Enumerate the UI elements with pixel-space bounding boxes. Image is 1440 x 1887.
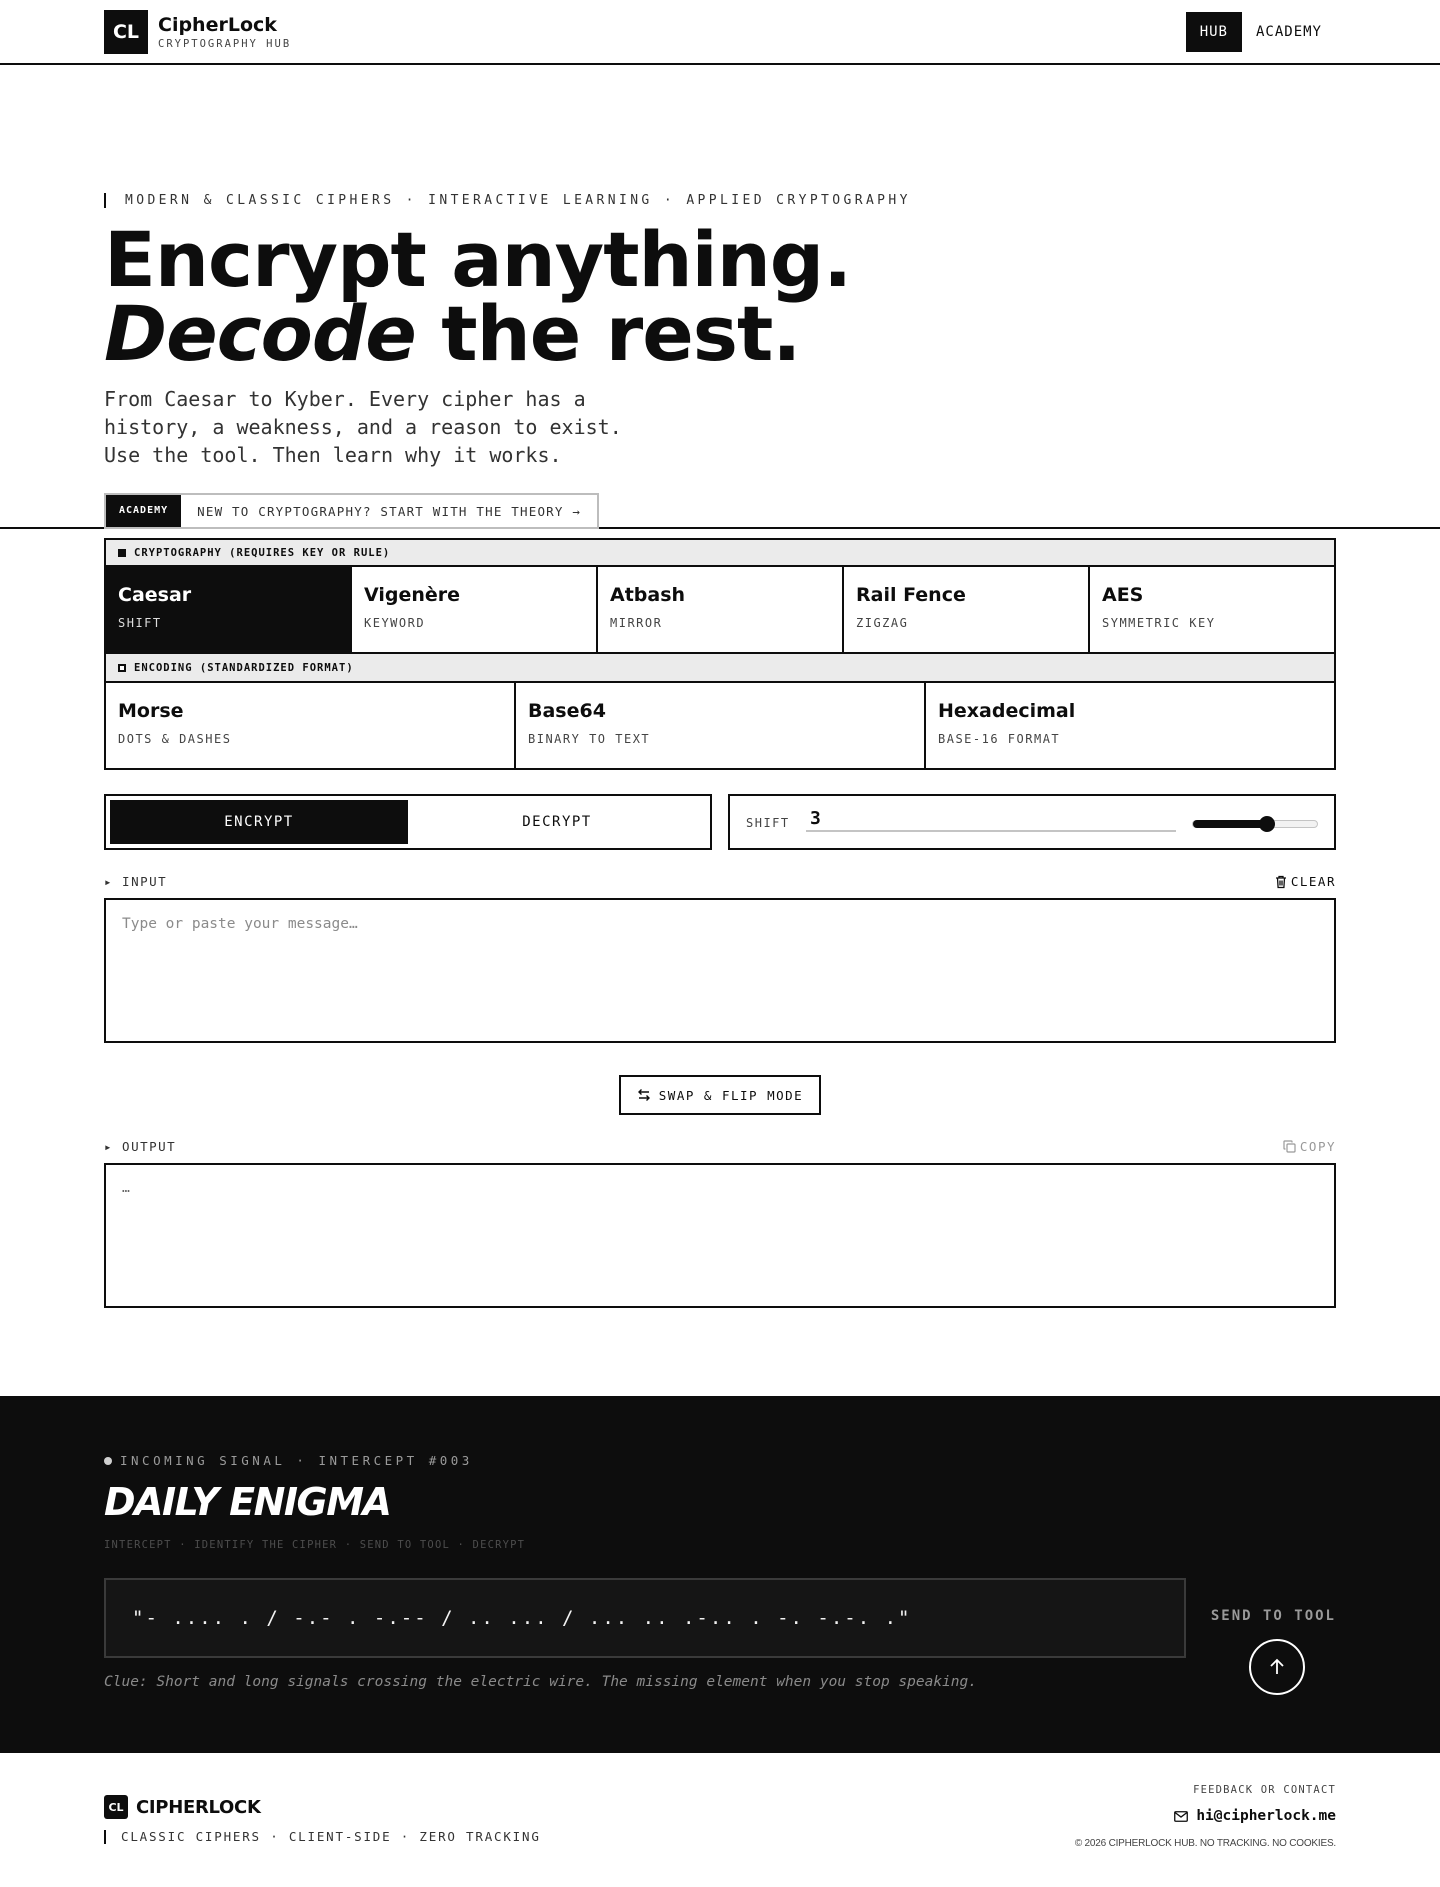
filled-square-icon: [118, 549, 126, 557]
encoding-name: Base64: [528, 700, 606, 722]
cipher-name: Caesar: [118, 584, 192, 606]
crypto-heading-label: CRYPTOGRAPHY (REQUIRES KEY OR RULE): [134, 546, 391, 559]
cipher-sub: ZIGZAG: [856, 616, 909, 630]
hero-eyebrow: MODERN & CLASSIC CIPHERS · INTERACTIVE LEARNING · APPLIED CRYPTOGRAPHY: [104, 193, 911, 208]
encoding-heading: [104, 654, 1336, 683]
enigma-clue: Clue: Short and long signals crossing the electric wire. The missing element when you stop speaking.: [104, 1674, 977, 1690]
hero-section: [0, 65, 1440, 529]
copy-button[interactable]: [1283, 1139, 1336, 1154]
mode-toggle: [104, 794, 712, 850]
encoding-row: [104, 683, 1336, 770]
cipher-rail-fence[interactable]: [844, 567, 1090, 652]
enigma-cipher-text: [104, 1578, 1186, 1658]
shift-slider[interactable]: [1192, 820, 1318, 828]
clear-button[interactable]: [1275, 874, 1336, 889]
input-placeholder: Type or paste your message…: [122, 916, 358, 932]
trash-icon: [1275, 875, 1287, 889]
swap-label: SWAP & FLIP MODE: [658, 1087, 804, 1103]
output-label-row: [104, 1139, 1336, 1155]
nav-academy[interactable]: ACADEMY: [1255, 24, 1322, 40]
decrypt-button[interactable]: DECRYPT: [522, 814, 592, 830]
cipher-name: AES: [1102, 584, 1144, 606]
cipher-aes[interactable]: [1090, 567, 1334, 652]
logo-subtitle: CRYPTOGRAPHY HUB: [158, 38, 292, 50]
nav-hub[interactable]: HUB: [1186, 12, 1242, 52]
hero-title-line2: the rest.: [415, 289, 801, 378]
cipher-text: "- .... . / -.- . -.-- / .. ... / ... .. .-.. . -. -.-. .": [132, 1607, 912, 1629]
encoding-base64[interactable]: [516, 683, 926, 768]
encoding-morse[interactable]: [106, 683, 516, 768]
signal-dot-icon: [104, 1457, 112, 1465]
cipher-vigenere[interactable]: [352, 567, 598, 652]
cipher-sub: SYMMETRIC KEY: [1102, 616, 1216, 630]
encoding-heading-label: ENCODING (STANDARDIZED FORMAT): [134, 661, 354, 674]
send-to-tool-button[interactable]: [1249, 1639, 1305, 1695]
input-label: ▸ INPUT: [104, 874, 168, 889]
cta-text: NEW TO CRYPTOGRAPHY? START WITH THE THEORY →: [197, 503, 582, 519]
cipher-sub: SHIFT: [118, 616, 162, 630]
email-text: hi@cipherlock.me: [1196, 1808, 1336, 1824]
slider-fill: [1193, 820, 1267, 828]
hero-title-emphasis: Decode: [104, 289, 416, 378]
output-label: ▸ OUTPUT: [104, 1139, 177, 1154]
output-value: …: [122, 1181, 130, 1196]
clear-label: CLEAR: [1290, 874, 1336, 889]
shift-control: [728, 794, 1336, 850]
hollow-square-icon: [118, 664, 126, 672]
cipher-name: Atbash: [610, 584, 686, 606]
copy-label: COPY: [1299, 1139, 1336, 1154]
site-header: [0, 0, 1440, 65]
output-box[interactable]: [104, 1163, 1336, 1308]
footer-logo[interactable]: [104, 1795, 261, 1819]
crypto-row: [104, 567, 1336, 654]
swap-flip-button[interactable]: [619, 1075, 821, 1115]
enigma-title: DAILY ENIGMA: [104, 1480, 391, 1524]
academy-cta[interactable]: [104, 493, 599, 529]
feedback-label: FEEDBACK OR CONTACT: [1193, 1784, 1336, 1796]
copyright: © 2026 CIPHERLOCK HUB. NO TRACKING. NO COOKIES.: [1074, 1838, 1336, 1849]
hero-title: [104, 215, 852, 378]
encoding-hexadecimal[interactable]: [926, 683, 1334, 768]
cipher-sub: KEYWORD: [364, 616, 426, 630]
copy-icon: [1283, 1140, 1296, 1153]
encoding-name: Hexadecimal: [938, 700, 1076, 722]
shift-label: SHIFT: [746, 816, 790, 830]
encrypt-button[interactable]: ENCRYPT: [110, 800, 408, 844]
contact-email-link[interactable]: [1174, 1808, 1336, 1824]
encoding-name: Morse: [118, 700, 184, 722]
footer-tagline: CLASSIC CIPHERS · CLIENT-SIDE · ZERO TRACKING: [104, 1830, 541, 1844]
cipher-sub: MIRROR: [610, 616, 663, 630]
logo-title: CipherLock: [158, 14, 277, 36]
cipher-selector: [104, 538, 1336, 770]
input-label-row: [104, 874, 1336, 890]
main-nav: [1186, 12, 1336, 52]
message-input[interactable]: [104, 898, 1336, 1043]
arrow-up-icon: [1267, 1657, 1287, 1677]
encoding-sub: DOTS & DASHES: [118, 732, 232, 746]
hero-description: From Caesar to Kyber. Every cipher has a history, a weakness, and a reason to exist. Use the tool. Then learn why it works.: [104, 387, 622, 467]
daily-enigma-section: [0, 1396, 1440, 1753]
encoding-sub: BINARY TO TEXT: [528, 732, 651, 746]
footer-brand: CIPHERLOCK: [136, 1796, 261, 1818]
swap-arrows-icon: [637, 1088, 651, 1102]
shift-input[interactable]: 3: [806, 806, 1176, 832]
crypto-heading: [104, 538, 1336, 567]
encoding-sub: BASE-16 FORMAT: [938, 732, 1061, 746]
enigma-subtitle: INTERCEPT · IDENTIFY THE CIPHER · SEND TO TOOL · DECRYPT: [104, 1539, 526, 1551]
cipher-caesar[interactable]: [106, 567, 352, 652]
signal-line: [104, 1453, 473, 1468]
cipher-name: Vigenère: [364, 584, 461, 606]
hero-title-line1: Encrypt anything.: [104, 215, 852, 304]
cta-badge: ACADEMY: [106, 495, 181, 527]
footer-logo-mark: CL: [104, 1795, 128, 1819]
signal-text: INCOMING SIGNAL · INTERCEPT #003: [120, 1453, 473, 1468]
logo-mark: CL: [104, 10, 148, 54]
cipher-atbash[interactable]: [598, 567, 844, 652]
mail-icon: [1174, 1811, 1188, 1822]
cipher-name: Rail Fence: [856, 584, 966, 606]
slider-handle[interactable]: [1259, 816, 1275, 832]
send-to-tool-label[interactable]: SEND TO TOOL: [1210, 1608, 1336, 1624]
logo[interactable]: [104, 10, 291, 54]
